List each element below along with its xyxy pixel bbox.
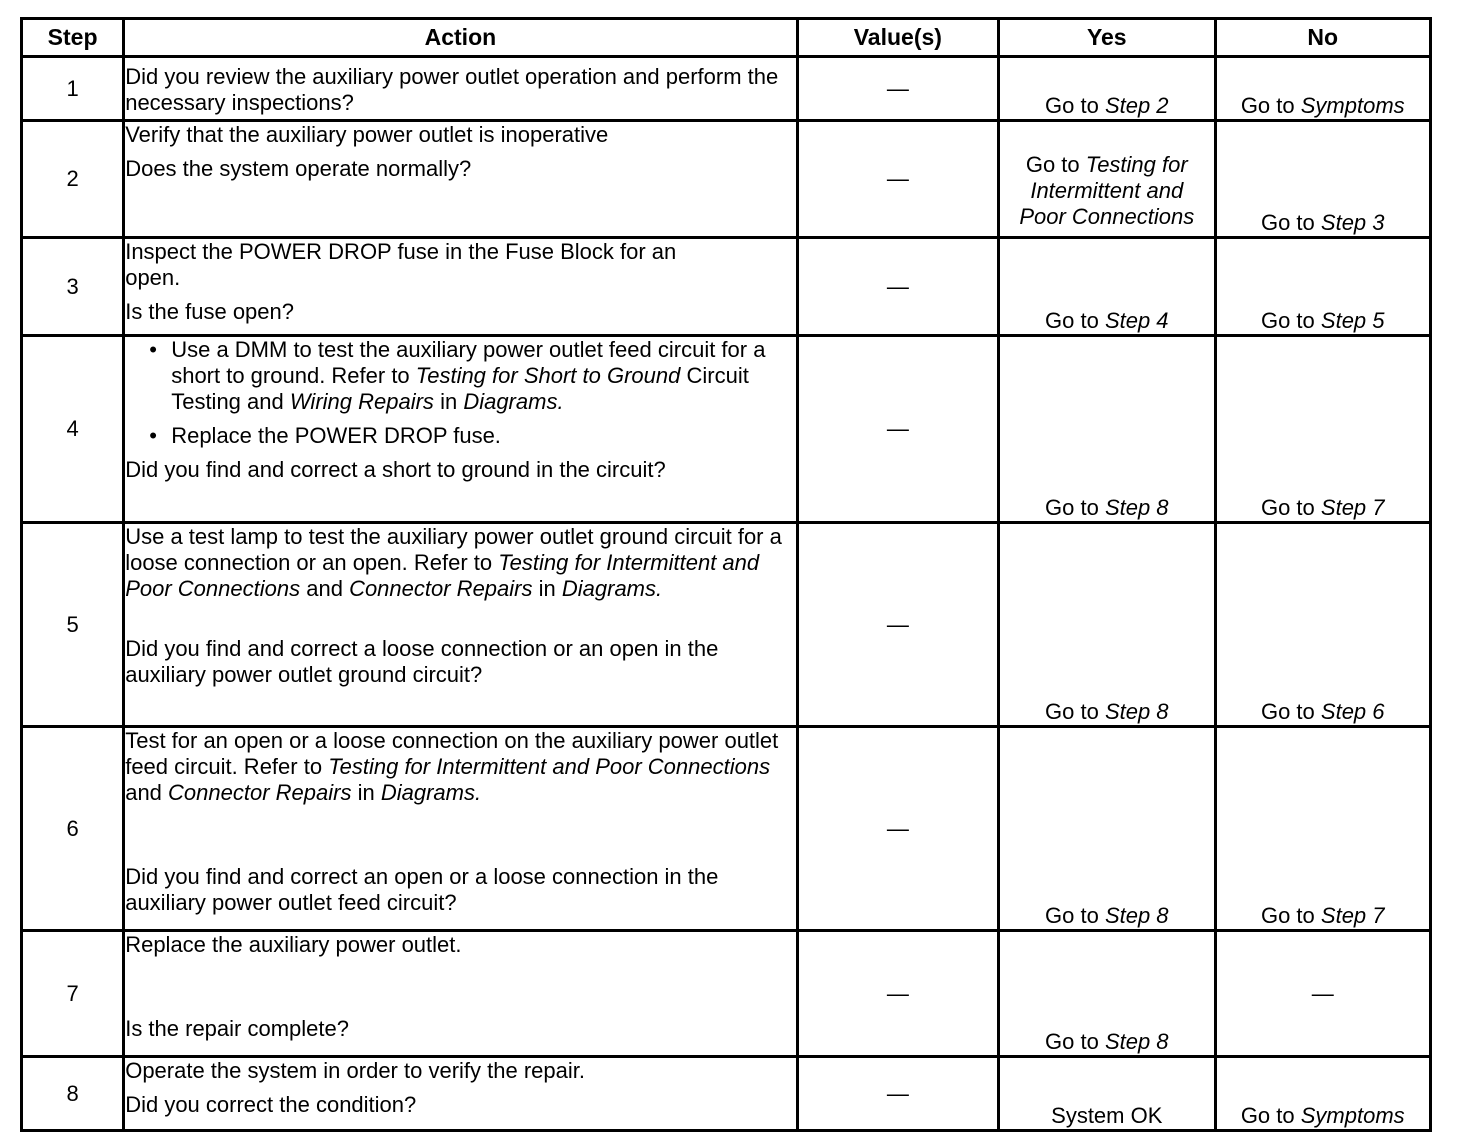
action-question: Did you find and correct a loose connection or an open in the auxiliary power outlet ground circuit? <box>125 636 719 687</box>
action-text: Test for an open or a loose connection on the auxiliary power outlet feed circuit. Refer to Testing for Intermittent and Poor Connections and Connector Repairs in Diagrams. <box>125 728 779 805</box>
action-text: Use a test lamp to test the auxiliary power outlet ground circuit for a loose connection or an open. Refer to Testing for Intermittent and Poor Connections and Connector Repairs in Diagrams. <box>125 524 782 601</box>
action-cell <box>124 121 797 238</box>
action-question: Does the system operate normally? <box>125 156 472 181</box>
value-cell: — <box>797 121 998 238</box>
no-cell: — <box>1215 931 1431 1057</box>
table-row <box>22 727 1431 931</box>
yes-cell <box>999 523 1215 727</box>
yes-link[interactable]: Step 8 <box>1104 903 1169 928</box>
value-cell: — <box>797 931 998 1057</box>
value-cell: — <box>797 1057 998 1131</box>
header-row <box>22 19 1431 57</box>
reference-link[interactable]: Connector Repairs <box>168 780 352 805</box>
step-number: 4 <box>22 336 124 523</box>
header-action: Action <box>124 19 797 57</box>
yes-cell <box>999 931 1215 1057</box>
yes-link[interactable]: Testing for Intermittent and Poor Connections <box>1019 152 1195 229</box>
no-cell <box>1215 727 1431 931</box>
go-to-label: Go to <box>1260 699 1315 724</box>
action-text: Inspect the POWER DROP fuse in the Fuse Block for an open. <box>125 239 677 290</box>
reference-link[interactable]: Diagrams. <box>380 780 482 805</box>
no-cell <box>1215 238 1431 336</box>
value-cell: — <box>797 57 998 121</box>
go-to-label: Go to <box>1025 152 1080 177</box>
go-to-label: Go to <box>1045 903 1099 928</box>
bullet-text: Circuit Testing and <box>171 363 749 414</box>
no-cell <box>1215 121 1431 238</box>
go-to-label: Go to <box>1260 308 1315 333</box>
action-cell <box>124 523 797 727</box>
table-row <box>22 57 1431 121</box>
action-question: Did you find and correct a short to ground in the circuit? <box>125 457 666 482</box>
bullet-text: Use a DMM to test the auxiliary power outlet feed circuit for a short to ground. Refer to <box>171 337 766 388</box>
step-number: 8 <box>22 1057 124 1131</box>
yes-cell: System OK <box>999 1057 1215 1131</box>
table-row <box>22 336 1431 523</box>
go-to-label: Go to <box>1260 210 1315 235</box>
no-cell <box>1215 1057 1431 1131</box>
action-cell <box>124 727 797 931</box>
reference-link[interactable]: Diagrams. <box>463 389 564 414</box>
no-link[interactable]: Step 7 <box>1320 495 1385 520</box>
no-cell <box>1215 523 1431 727</box>
yes-cell <box>999 57 1215 121</box>
table-row <box>22 238 1431 336</box>
go-to-label: Go to <box>1045 495 1099 520</box>
go-to-label: Go to <box>1260 495 1315 520</box>
yes-cell <box>999 121 1215 238</box>
yes-cell <box>999 238 1215 336</box>
no-cell <box>1215 57 1431 121</box>
step-number: 2 <box>22 121 124 238</box>
yes-link[interactable]: Step 8 <box>1104 699 1169 724</box>
reference-link[interactable]: Testing for Short to Ground <box>415 363 681 388</box>
no-link[interactable]: Symptoms <box>1300 93 1405 118</box>
go-to-label: Go to <box>1045 699 1099 724</box>
go-to-label: Go to <box>1240 93 1295 118</box>
yes-link[interactable]: Step 8 <box>1104 1029 1169 1054</box>
step-number: 3 <box>22 238 124 336</box>
action-question: Is the fuse open? <box>125 299 294 324</box>
no-link[interactable]: Symptoms <box>1300 1103 1405 1128</box>
action-text: Operate the system in order to verify the repair. <box>125 1058 585 1083</box>
yes-cell <box>999 336 1215 523</box>
header-yes: Yes <box>999 19 1215 57</box>
step-number: 7 <box>22 931 124 1057</box>
go-to-label: Go to <box>1240 1103 1295 1128</box>
diagnostic-table <box>20 17 1432 1132</box>
action-bullets <box>125 337 795 449</box>
step-number: 5 <box>22 523 124 727</box>
step-number: 1 <box>22 57 124 121</box>
action-cell <box>124 336 797 523</box>
no-link[interactable]: Step 7 <box>1320 903 1385 928</box>
bullet-text: in <box>440 389 458 414</box>
action-question: Is the repair complete? <box>125 1016 349 1041</box>
reference-link[interactable]: Diagrams. <box>561 576 663 601</box>
action-question: Did you review the auxiliary power outlet operation and perform the necessary inspections? <box>125 64 779 115</box>
action-text: Replace the auxiliary power outlet. <box>125 932 462 957</box>
yes-link[interactable]: Step 2 <box>1104 93 1169 118</box>
action-question: Did you correct the condition? <box>125 1092 417 1117</box>
header-values: Value(s) <box>797 19 998 57</box>
action-cell <box>124 1057 797 1131</box>
go-to-label: Go to <box>1045 93 1099 118</box>
no-link[interactable]: Step 5 <box>1320 308 1385 333</box>
action-text: Verify that the auxiliary power outlet is inoperative <box>125 122 609 147</box>
go-to-label: Go to <box>1045 1029 1099 1054</box>
action-cell <box>124 238 797 336</box>
action-question: Did you find and correct an open or a loose connection in the auxiliary power outlet feed circuit? <box>125 864 719 915</box>
yes-link[interactable]: Step 4 <box>1104 308 1169 333</box>
table-row <box>22 1057 1431 1131</box>
header-no: No <box>1215 19 1431 57</box>
bullet-item <box>149 337 795 415</box>
reference-link[interactable]: Testing for Intermittent and Poor Connections <box>328 754 771 779</box>
value-cell: — <box>797 727 998 931</box>
action-cell <box>124 931 797 1057</box>
yes-link[interactable]: Step 8 <box>1104 495 1169 520</box>
no-link[interactable]: Step 6 <box>1320 699 1385 724</box>
table-row <box>22 121 1431 238</box>
table-row <box>22 523 1431 727</box>
yes-cell <box>999 727 1215 931</box>
value-cell: — <box>797 336 998 523</box>
reference-link[interactable]: Testing for Intermittent and Poor Connections <box>125 550 760 601</box>
step-number: 6 <box>22 727 124 931</box>
reference-link[interactable]: Connector Repairs <box>349 576 533 601</box>
go-to-label: Go to <box>1260 903 1315 928</box>
reference-link[interactable]: Wiring Repairs <box>289 389 434 414</box>
action-cell <box>124 57 797 121</box>
value-cell: — <box>797 523 998 727</box>
header-step: Step <box>22 19 124 57</box>
no-cell <box>1215 336 1431 523</box>
value-cell: — <box>797 238 998 336</box>
table-row <box>22 931 1431 1057</box>
go-to-label: Go to <box>1045 308 1099 333</box>
bullet-item: • Replace the POWER DROP fuse. <box>149 423 795 449</box>
no-link[interactable]: Step 3 <box>1320 210 1385 235</box>
